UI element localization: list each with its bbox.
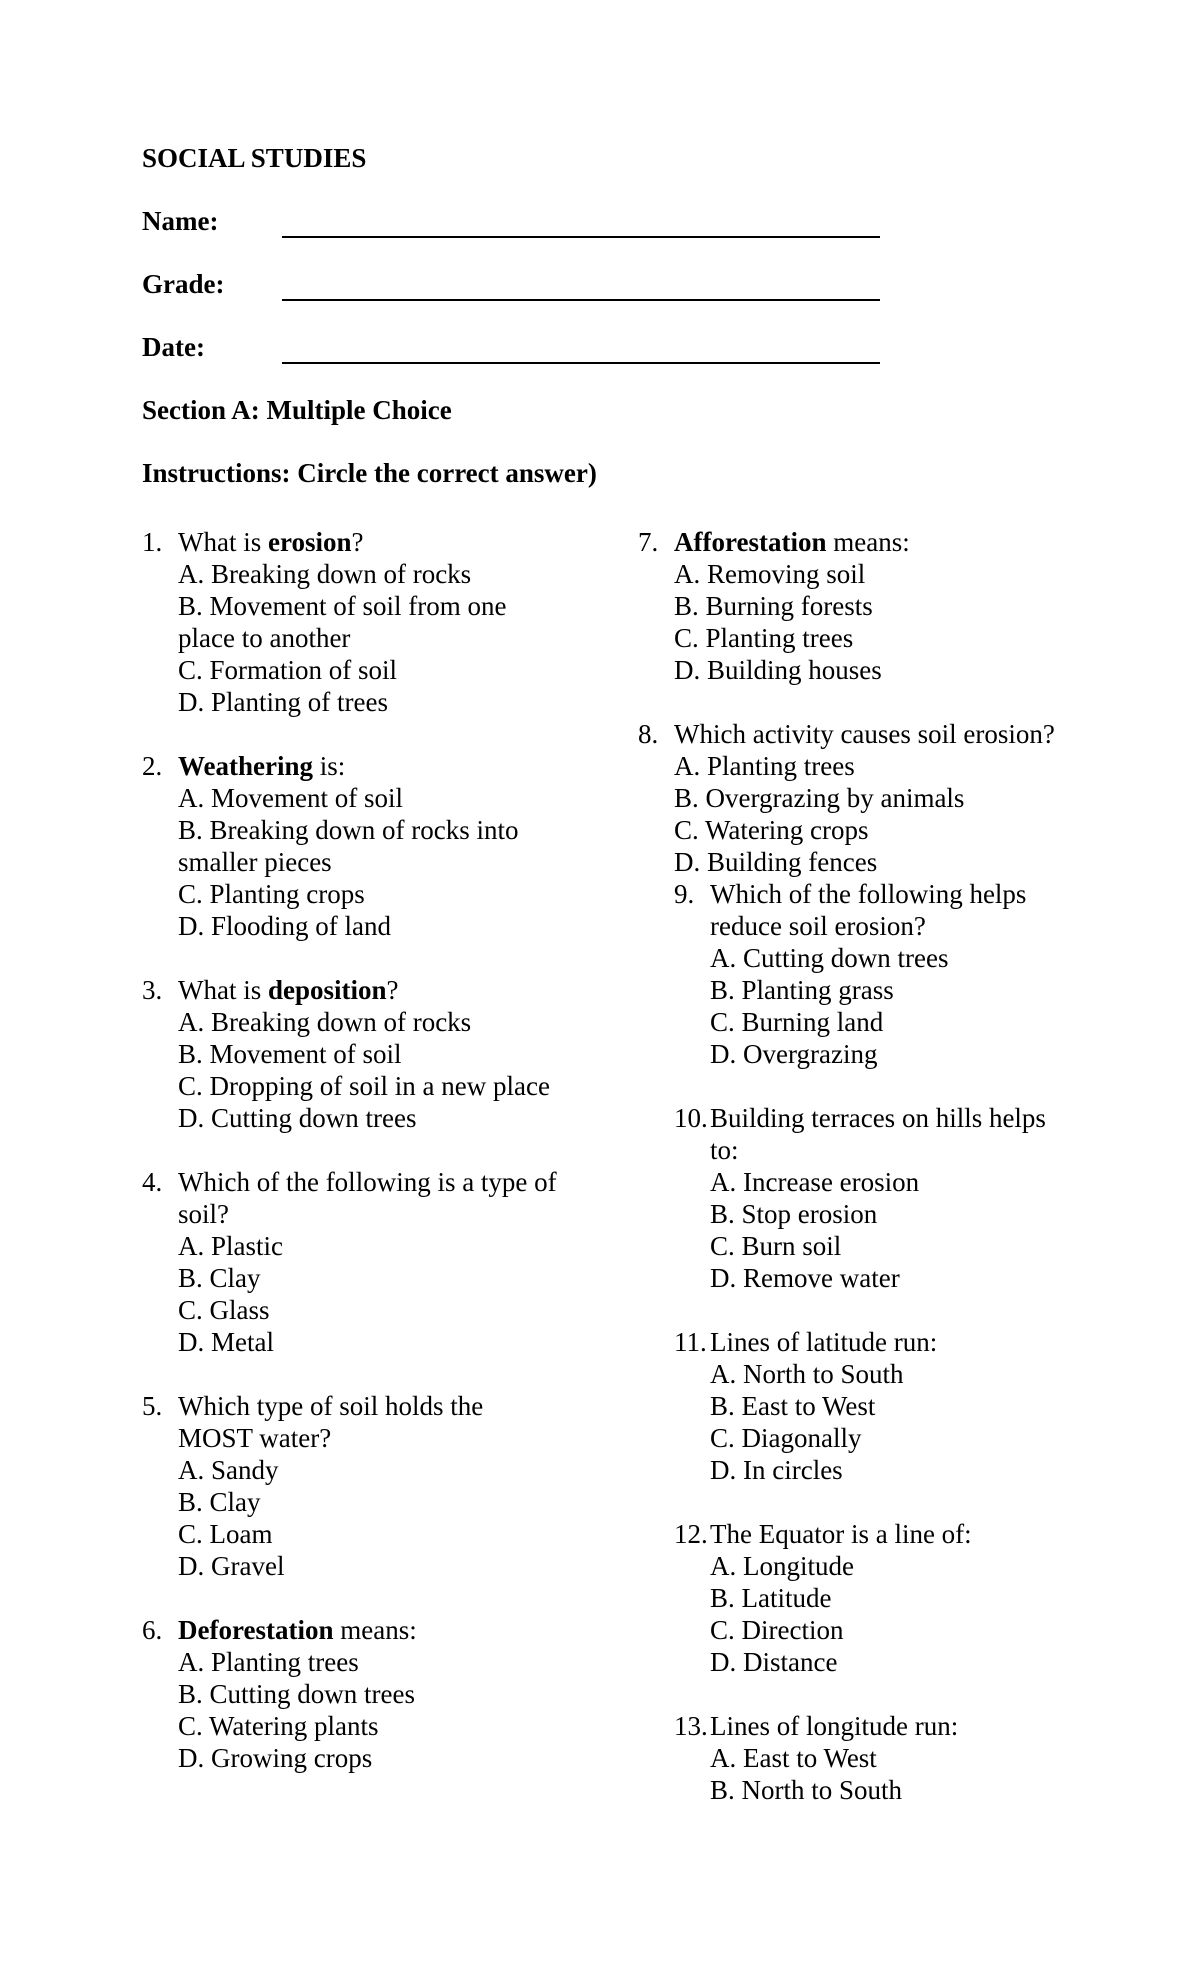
answer-option[interactable]: A. Breaking down of rocks: [178, 1007, 472, 1037]
question: [142, 526, 612, 718]
question-number: 11.: [674, 1327, 707, 1357]
answer-option[interactable]: D. Metal: [178, 1327, 274, 1357]
answer-option[interactable]: A. Planting trees: [178, 1647, 359, 1677]
grade-label: Grade:: [142, 269, 225, 299]
question-text: Lines of longitude run:: [710, 1711, 959, 1741]
question-number: 7.: [638, 527, 659, 557]
answer-option[interactable]: A. Movement of soil: [178, 783, 403, 813]
grade-field[interactable]: [282, 299, 880, 301]
question-number: 1.: [142, 527, 163, 557]
answer-option[interactable]: D. Cutting down trees: [178, 1103, 417, 1133]
answer-option[interactable]: C. Planting trees: [674, 623, 854, 653]
answer-option[interactable]: C. Burn soil: [710, 1231, 842, 1261]
question: [142, 1390, 612, 1582]
question-number: 9.: [674, 879, 695, 909]
answer-option[interactable]: C. Direction: [710, 1615, 844, 1645]
answer-option[interactable]: C. Planting crops: [178, 879, 365, 909]
question-text: What is: [178, 527, 268, 557]
answer-option[interactable]: C. Watering crops: [674, 815, 869, 845]
question-text-continued: soil?: [178, 1199, 229, 1229]
question-text: means:: [333, 1615, 417, 1645]
instructions: Instructions: Circle the correct answer): [142, 458, 597, 488]
answer-option[interactable]: B. Overgrazing by animals: [674, 783, 965, 813]
name-label: Name:: [142, 206, 219, 236]
answer-option[interactable]: C. Dropping of soil in a new place: [178, 1071, 550, 1101]
answer-option[interactable]: A. Planting trees: [674, 751, 855, 781]
answer-option[interactable]: C. Burning land: [710, 1007, 884, 1037]
questions-left-column: [142, 526, 612, 1806]
question: [142, 1614, 612, 1774]
question-text: means:: [826, 527, 910, 557]
name-field[interactable]: [282, 236, 880, 238]
answer-option[interactable]: A. North to South: [710, 1359, 904, 1389]
answer-option[interactable]: A. Sandy: [178, 1455, 279, 1485]
answer-option[interactable]: D. Growing crops: [178, 1743, 373, 1773]
question-text: What is: [178, 975, 268, 1005]
question: [674, 878, 1108, 1070]
question: [674, 1710, 1108, 1806]
question-number: 3.: [142, 975, 163, 1005]
question: [142, 974, 612, 1134]
answer-option[interactable]: A. Breaking down of rocks: [178, 559, 472, 589]
answer-option[interactable]: A. Removing soil: [674, 559, 866, 589]
section-heading: Section A: Multiple Choice: [142, 395, 452, 425]
answer-option[interactable]: B. East to West: [710, 1391, 876, 1421]
question: [638, 718, 1108, 878]
answer-option-continued[interactable]: place to another: [178, 623, 351, 653]
answer-option[interactable]: A. Plastic: [178, 1231, 283, 1261]
question-text: Which of the following is a type of: [178, 1167, 557, 1197]
answer-option[interactable]: B. Movement of soil from one: [178, 591, 507, 621]
answer-option[interactable]: B. North to South: [710, 1775, 903, 1805]
answer-option[interactable]: C. Watering plants: [178, 1711, 379, 1741]
answer-option[interactable]: B. Planting grass: [710, 975, 894, 1005]
answer-option[interactable]: D. Flooding of land: [178, 911, 391, 941]
answer-option[interactable]: C. Formation of soil: [178, 655, 398, 685]
question-keyword: Afforestation: [674, 527, 827, 557]
answer-option[interactable]: A. Longitude: [710, 1551, 854, 1581]
question-text: ?: [351, 527, 364, 557]
answer-option[interactable]: B. Clay: [178, 1263, 261, 1293]
question-keyword: erosion: [267, 527, 352, 557]
question-number: 10.: [674, 1103, 708, 1133]
answer-option[interactable]: D. Overgrazing: [710, 1039, 878, 1069]
question-number: 12.: [674, 1519, 708, 1549]
answer-option[interactable]: B. Breaking down of rocks into: [178, 815, 519, 845]
page-title: SOCIAL STUDIES: [142, 143, 367, 173]
answer-option[interactable]: D. Remove water: [710, 1263, 900, 1293]
question-text: Building terraces on hills helps: [710, 1103, 1046, 1133]
answer-option[interactable]: A. East to West: [710, 1743, 877, 1773]
answer-option[interactable]: D. Building houses: [674, 655, 882, 685]
question-text: is:: [313, 751, 346, 781]
question-number: 8.: [638, 719, 659, 749]
answer-option[interactable]: B. Burning forests: [674, 591, 873, 621]
answer-option[interactable]: C. Glass: [178, 1295, 270, 1325]
question: [142, 750, 612, 942]
answer-option[interactable]: B. Cutting down trees: [178, 1679, 415, 1709]
question-text: Which type of soil holds the: [178, 1391, 484, 1421]
question: [674, 1326, 1108, 1486]
answer-option[interactable]: D. Planting of trees: [178, 687, 388, 717]
question-keyword: Weathering: [178, 751, 313, 781]
answer-option[interactable]: B. Latitude: [710, 1583, 832, 1613]
question-keyword: Deforestation: [178, 1615, 334, 1645]
question-number: 5.: [142, 1391, 163, 1421]
question-number: 6.: [142, 1615, 163, 1645]
question-text-continued: reduce soil erosion?: [710, 911, 926, 941]
question-text: Which of the following helps: [710, 879, 1027, 909]
answer-option[interactable]: C. Diagonally: [710, 1423, 862, 1453]
answer-option-continued[interactable]: smaller pieces: [178, 847, 332, 877]
answer-option[interactable]: D. In circles: [710, 1455, 843, 1485]
question: [142, 1166, 612, 1358]
answer-option[interactable]: A. Cutting down trees: [710, 943, 949, 973]
question-number: 2.: [142, 751, 163, 781]
question-keyword: deposition: [267, 975, 387, 1005]
answer-option[interactable]: D. Gravel: [178, 1551, 285, 1581]
questions-right-column: [638, 526, 1108, 1838]
question-text-continued: MOST water?: [178, 1423, 332, 1453]
question-text: The Equator is a line of:: [710, 1519, 972, 1549]
answer-option[interactable]: C. Loam: [178, 1519, 273, 1549]
answer-option[interactable]: B. Stop erosion: [710, 1199, 878, 1229]
answer-option[interactable]: A. Increase erosion: [710, 1167, 920, 1197]
question-text: Which activity causes soil erosion?: [674, 719, 1055, 749]
question-number: 13.: [674, 1711, 708, 1741]
question-text-continued: to:: [710, 1135, 739, 1165]
answer-option[interactable]: B. Clay: [178, 1487, 261, 1517]
question: [638, 526, 1108, 686]
date-label: Date:: [142, 332, 205, 362]
question: [674, 1102, 1108, 1294]
question-text: Lines of latitude run:: [710, 1327, 938, 1357]
date-field[interactable]: [282, 362, 880, 364]
answer-option[interactable]: D. Building fences: [674, 847, 878, 877]
question-text: ?: [386, 975, 399, 1005]
question-number: 4.: [142, 1167, 163, 1197]
answer-option[interactable]: D. Distance: [710, 1647, 838, 1677]
answer-option[interactable]: B. Movement of soil: [178, 1039, 402, 1069]
question: [674, 1518, 1108, 1678]
